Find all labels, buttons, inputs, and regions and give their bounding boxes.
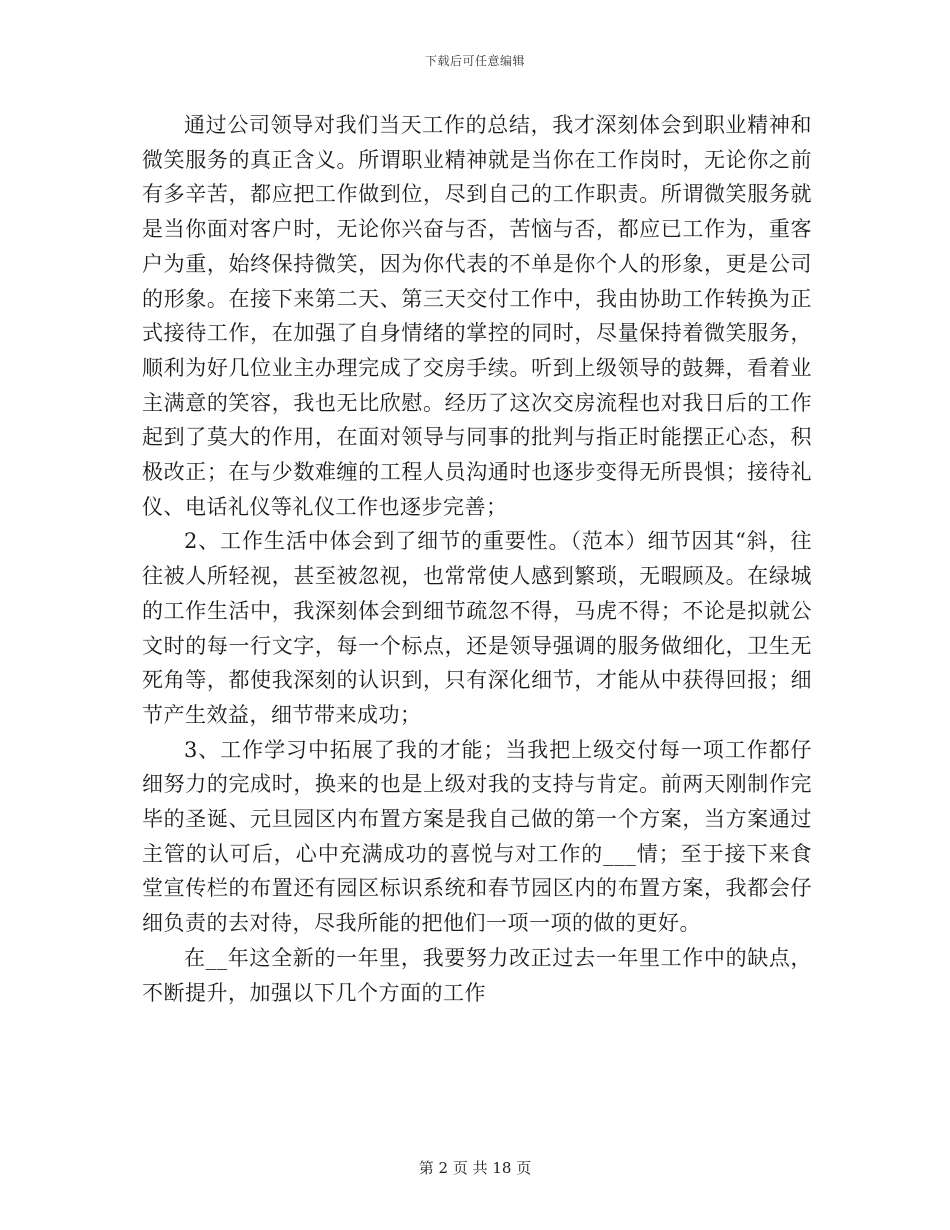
paragraph-2: 2、工作生活中体会到了细节的重要性。（范本）细节因其“斜，往往被人所轻视，甚至被忽视，也常常使人感到繁琐，无暇顾及。在绿城的工作生活中，我深刻体会到细节疏忽不得，马虎不得；不论是拟就公文时的每一行文字，每一个标点，还是领导强调的服务做细化，卫生无死角等，都使我深刻的认识到，只有深化细节，才能从中获得回报；细节产生效益，细节带来成功； — [142, 529, 812, 727]
page-header-note: 下载后可任意编辑 — [424, 54, 525, 68]
paragraph-4: 在__年这全新的一年里，我要努力改正过去一年里工作中的缺点，不断提升，加强以下几个方面的工作 — [142, 945, 812, 1005]
paragraph-3: 3、工作学习中拓展了我的才能；当我把上级交付每一项工作都仔细努力的完成时，换来的也是上级对我的支持与肯定。前两天刚制作完毕的圣诞、元旦园区内布置方案是我自己做的第一个方案，当方案通过主管的认可后，心中充满成功的喜悦与对工作的___情；至于接下来食堂宣传栏的布置还有园区标识系统和春节园区内的布置方案，我都会仔细负责的去对待，尽我所能的把他们一项一项的做的更好。 — [142, 737, 812, 936]
document-body — [142, 108, 812, 1010]
page-number: 第 2 页 共 18 页 — [418, 1159, 532, 1177]
paragraph-1: 通过公司领导对我们当天工作的总结，我才深刻体会到职业精神和微笑服务的真正含义。所谓职业精神就是当你在工作岗时，无论你之前有多辛苦，都应把工作做到位，尽到自己的工作职责。所谓微笑服务就是当你面对客户时，无论你兴奋与否，苦恼与否，都应已工作为，重客户为重，始终保持微笑，因为你代表的不单是你个人的形象，更是公司的形象。在接下来第二天、第三天交付工作中，我由协助工作转换为正式接待工作，在加强了自身情绪的掌控的同时，尽量保持着微笑服务，顺利为好几位业主办理完成了交房手续。听到上级领导的鼓舞，看着业主满意的笑容，我也无比欣慰。经历了这次交房流程也对我日后的工作起到了莫大的作用，在面对领导与同事的批判与指正时能摆正心态，积极改正；在与少数难缠的工程人员沟通时也逐步变得无所畏惧；接待礼仪、电话礼仪等礼仪工作也逐步完善； — [142, 113, 812, 519]
